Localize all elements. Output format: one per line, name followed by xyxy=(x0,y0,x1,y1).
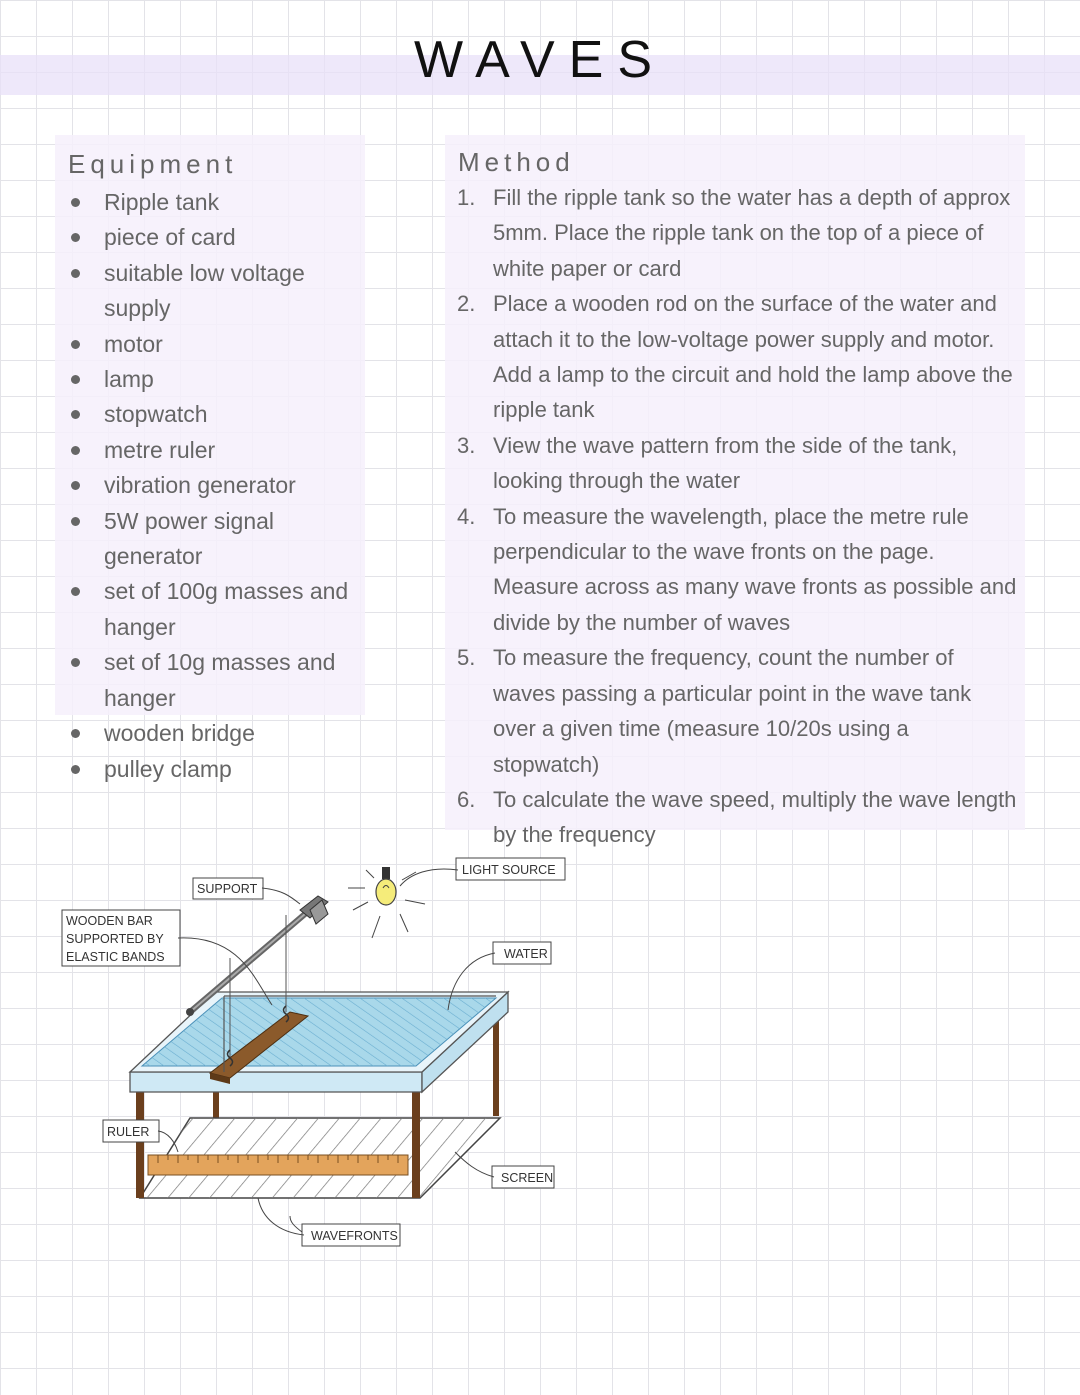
label-wavefronts xyxy=(302,1224,400,1246)
ripple-tank-diagram xyxy=(50,840,580,1260)
method-step xyxy=(457,428,1017,499)
step-text: To measure the frequency, count the number of waves passing a particular point in the wave tank over a given time (measure 10/20s using a stopwatch) xyxy=(493,645,972,777)
table-leg-front-left xyxy=(136,1092,144,1198)
label-wavefronts-text: WAVEFRONTS xyxy=(311,1229,398,1243)
equipment-item: set of 100g masses and hanger xyxy=(69,574,359,645)
lamp-icon xyxy=(348,867,425,938)
label-screen xyxy=(492,1166,554,1188)
step-text: Place a wooden rod on the surface of the water and attach it to the low-voltage power supply and motor. Add a lamp to the circuit and hold the lamp above the ripple tank xyxy=(493,291,1013,423)
label-light-source-text: LIGHT SOURCE xyxy=(462,863,556,877)
equipment-item: lamp xyxy=(69,362,359,397)
label-wooden-bar-line3: ELASTIC BANDS xyxy=(66,950,165,964)
equipment-item: stopwatch xyxy=(69,397,359,432)
table-leg-back-right xyxy=(493,1020,499,1116)
table-leg-front-right xyxy=(412,1092,420,1198)
equipment-item: piece of card xyxy=(69,220,359,255)
method-steps xyxy=(457,180,1017,853)
arrow-light-source xyxy=(400,869,458,886)
step-text: To calculate the wave speed, multiply the wave length by the frequency xyxy=(493,786,1017,848)
label-light-source xyxy=(456,858,565,880)
method-heading: Method xyxy=(458,147,575,177)
equipment-list xyxy=(69,185,359,787)
equipment-item: 5W power signal generator xyxy=(69,504,359,575)
label-support-text: SUPPORT xyxy=(197,882,258,896)
equipment-panel xyxy=(55,135,365,782)
equipment-item: metre ruler xyxy=(69,433,359,468)
arrow-wavefronts-2 xyxy=(290,1216,302,1232)
step-number: 1. xyxy=(457,185,476,210)
method-step xyxy=(457,180,1017,286)
step-number: 6. xyxy=(457,786,476,812)
equipment-item: vibration generator xyxy=(69,468,359,503)
tank-front-face xyxy=(130,1072,422,1092)
label-ruler-text: RULER xyxy=(107,1125,150,1139)
equipment-item: suitable low voltage supply xyxy=(69,256,359,327)
label-water xyxy=(493,942,551,964)
arrow-support xyxy=(262,888,300,904)
arrow-wavefronts xyxy=(258,1198,304,1235)
label-water-text: WATER xyxy=(504,947,548,961)
step-text: View the wave pattern from the side of the tank, looking through the water xyxy=(493,432,958,494)
label-wooden-bar-line2: SUPPORTED BY xyxy=(66,932,164,946)
equipment-item: pulley clamp xyxy=(69,752,359,787)
equipment-item: set of 10g masses and hanger xyxy=(69,645,359,716)
equipment-item: wooden bridge xyxy=(69,716,359,751)
step-number: 5. xyxy=(457,645,476,671)
label-wooden-bar xyxy=(62,910,180,966)
step-text: To measure the wavelength, place the metre rule perpendicular to the wave fronts on the page. Measure across as many wave fronts as possible and divide by the number of waves xyxy=(493,503,1017,635)
label-support xyxy=(193,878,263,899)
label-ruler xyxy=(103,1120,159,1142)
method-step xyxy=(457,286,1017,428)
label-screen-text: SCREEN xyxy=(501,1171,554,1185)
step-number: 4. xyxy=(457,503,476,529)
step-number: 2. xyxy=(457,291,476,317)
method-step xyxy=(457,499,1017,641)
page-title: WAVES xyxy=(413,31,667,89)
label-wooden-bar-line1: WOODEN BAR xyxy=(66,914,153,928)
step-number: 3. xyxy=(457,432,476,458)
step-text: Fill the ripple tank so the water has a depth of approx 5mm. Place the ripple tank on the top of a piece of white paper or card xyxy=(493,185,1011,281)
equipment-item: motor xyxy=(69,327,359,362)
method-step xyxy=(457,640,1017,782)
equipment-heading: Equipment xyxy=(68,149,238,179)
equipment-item: Ripple tank xyxy=(69,185,359,220)
method-panel xyxy=(445,135,1025,848)
support-rod-end xyxy=(186,1008,194,1016)
